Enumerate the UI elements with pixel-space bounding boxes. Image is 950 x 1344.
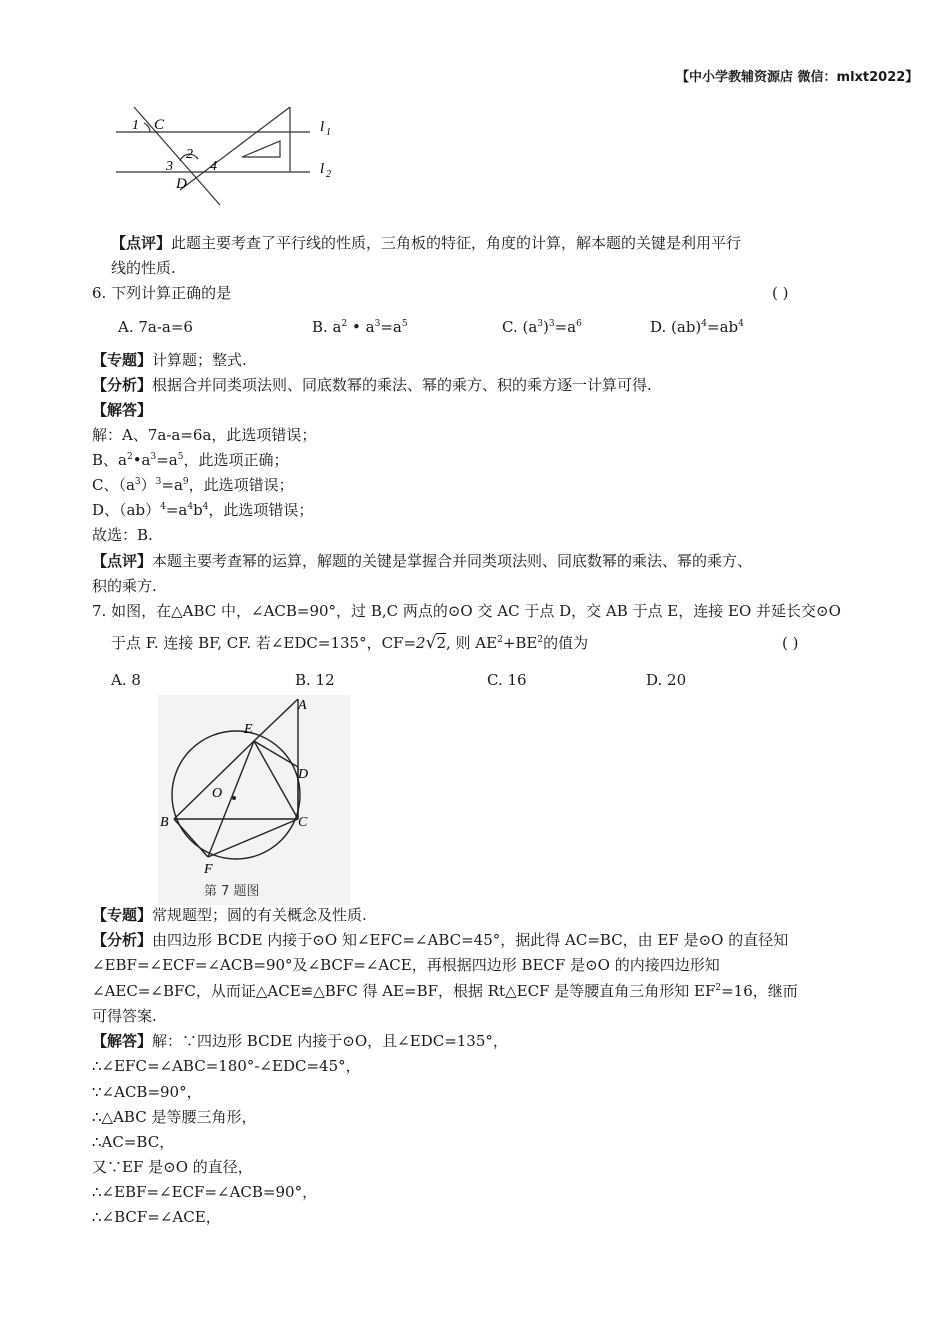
q6-comment-line2: 积的乘方. <box>92 577 157 595</box>
fig1-label-l2-sub: 2 <box>326 169 331 180</box>
fig1-label-d: D <box>176 176 187 192</box>
q6-solution-5: 故选：B. <box>92 526 153 544</box>
q7-option-c: C. 16 <box>487 671 527 689</box>
figure-q7-circle <box>158 695 350 905</box>
q7-option-b: B. 12 <box>295 671 335 689</box>
q6-solution-1: 解：A、7a-a=6a，此选项错误； <box>92 426 317 444</box>
q7-topic: 【专题】常规题型；圆的有关概念及性质. <box>92 906 367 924</box>
header-brand: 【中小学教辅资源店 微信：mlxt2022】 <box>676 70 919 85</box>
q6-option-d: D. $(ab)^4=ab^4$ <box>650 318 744 336</box>
fig1-label-l2: l <box>320 161 325 177</box>
fig1-label-c: C <box>154 117 165 133</box>
fig7-label-f: F <box>204 862 213 877</box>
q6-comment-line1: 【点评】本题主要考查幂的运算，解题的关键是掌握合并同类项法则、同底数幂的乘法、幂的乘方、 <box>92 552 753 570</box>
fig1-label-2: 2 <box>186 147 193 162</box>
figure-parallel-lines <box>110 95 350 210</box>
q7-solution-6: 又∵EF 是⊙O 的直径， <box>92 1158 253 1176</box>
fig7-label-d: D <box>298 767 309 782</box>
q6-option-c: C. $(a^3)^3=a^6$ <box>502 318 582 336</box>
fig7-label-o: O <box>212 786 223 801</box>
fig7-label-e: E <box>244 722 253 737</box>
q7-solution-5: ∴AC=BC， <box>92 1133 175 1151</box>
q6-solution-2: B、$a^2•a^3=a^5$，此选项正确； <box>92 451 289 469</box>
q7-solution-8: ∴∠BCF=∠ACE， <box>92 1208 221 1226</box>
q7-stem-line2: 于点 F. 连接 BF, CF. 若∠EDC=135°，CF=2√2, 则 $AE^2+BE^2$的值为 <box>111 633 589 653</box>
q6-topic: 【专题】计算题；整式. <box>92 351 247 369</box>
q7-analysis-line4: 可得答案. <box>92 1007 157 1025</box>
q7-solution-4: ∴△ABC 是等腰三角形， <box>92 1108 257 1126</box>
q7-answer-paren: ( ) <box>782 634 799 652</box>
fig7-label-a: A <box>298 698 307 713</box>
q7-option-a: A. 8 <box>111 671 141 689</box>
fig1-label-1: 1 <box>132 118 139 133</box>
q7-analysis-line1: 【分析】由四边形 BCDE 内接于⊙O 知∠EFC=∠ABC=45°，据此得 AC=BC，由 EF 是⊙O 的直径知 <box>92 931 789 949</box>
q7-stem-line1: 7. 如图，在△ABC 中，∠ACB=90°，过 B,C 两点的⊙O 交 AC 于点 D，交 AB 于点 E，连接 EO 并延长交⊙O <box>92 602 841 620</box>
q6-option-b: B. $a^2$ • $a^3=a^5$ <box>312 318 408 336</box>
q7-solution-1: 【解答】解：∵四边形 BCDE 内接于⊙O，且∠EDC=135°， <box>92 1032 508 1050</box>
comment-tag: 【点评】 <box>111 234 172 252</box>
q5-comment-line1: 【点评】此题主要考查了平行线的性质，三角板的特征，角度的计算，解本题的关键是利用平行 <box>111 234 742 252</box>
q6-solution-4: D、$(ab)^4=a^4b^4$，此选项错误； <box>92 501 314 519</box>
fig1-label-l1: l <box>320 119 325 135</box>
fig7-caption: 第 7 题图 <box>204 884 260 899</box>
fig1-label-3: 3 <box>166 159 173 174</box>
fig1-label-4: 4 <box>210 159 217 174</box>
q7-analysis-line3: ∠AEC=∠BFC，从而证△ACE≌△BFC 得 AE=BF，根据 Rt△ECF 是等腰直角三角形知 $EF^2=16$，继而 <box>92 982 798 1000</box>
q7-solution-2: ∴∠EFC=∠ABC=180°-∠EDC=45°， <box>92 1057 361 1075</box>
fig7-label-b: B <box>160 815 169 830</box>
q7-option-d: D. 20 <box>646 671 687 689</box>
q7-solution-7: ∴∠EBF=∠ECF=∠ACB=90°， <box>92 1183 318 1201</box>
q7-solution-3: ∵∠ACB=90°， <box>92 1083 202 1101</box>
q6-analysis: 【分析】根据合并同类项法则、同底数幂的乘法、幂的乘方、积的乘方逐一计算可得. <box>92 376 652 394</box>
q7-analysis-line2: ∠EBF=∠ECF=∠ACB=90°及∠BCF=∠ACE，再根据四边形 BECF 是⊙O 的内接四边形知 <box>92 956 720 974</box>
q6-option-a: A. 7a-a=6 <box>118 318 193 336</box>
q6-answer-paren: ( ) <box>772 284 789 302</box>
q6-answer-tag: 【解答】 <box>92 401 153 419</box>
q5-comment-line2: 线的性质. <box>111 259 176 277</box>
fig7-label-c: C <box>298 815 308 830</box>
q6-solution-3: C、$(a^3)^3=a^9$，此选项错误； <box>92 476 294 494</box>
q6-stem: 6. 下列计算正确的是 <box>92 284 232 302</box>
fig1-label-l1-sub: 1 <box>326 127 331 138</box>
